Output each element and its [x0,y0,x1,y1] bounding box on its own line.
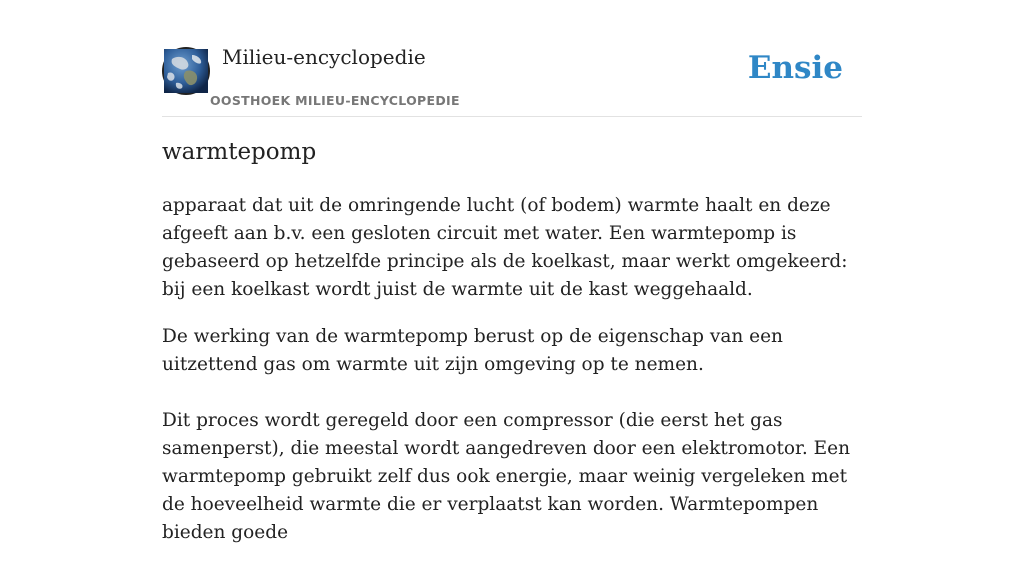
ensie-logo-link[interactable]: Ensie [747,50,843,86]
earth-globe-icon[interactable] [162,47,210,95]
entry-paragraph: De werking van de warmtepomp berust op de eigenschap van een uitzettend gas om warmte uit zijn omgeving op te nemen. Dit proces wordt geregeld door een compressor (die eerst het gas samenperst), die meestal wordt aangedreven door een elektromotor. Een warmtepomp gebruikt zelf dus ook energie, maar weinig vergeleken met de hoeveelheid warmte die er verplaatst kan worden. Warmtepompen bieden goede [162,326,850,543]
entry-title: warmtepomp [162,139,317,165]
entry-content [162,192,862,566]
site-title[interactable]: Milieu-encyclopedie [222,45,426,69]
entry-paragraph: apparaat dat uit de omringende lucht (of bodem) warmte haalt en deze afgeeft aan b.v. een gesloten circuit met water. Een warmtepomp is gebaseerd op hetzelfde principe als de koelkast, maar werkt omgekeerd: bij een koelkast wordt juist de warmte uit de kast weggehaald. [162,195,848,300]
page [162,0,862,543]
site-subtitle: OOSTHOEK MILIEU-ENCYCLOPEDIE [210,93,460,108]
site-header [162,0,862,117]
